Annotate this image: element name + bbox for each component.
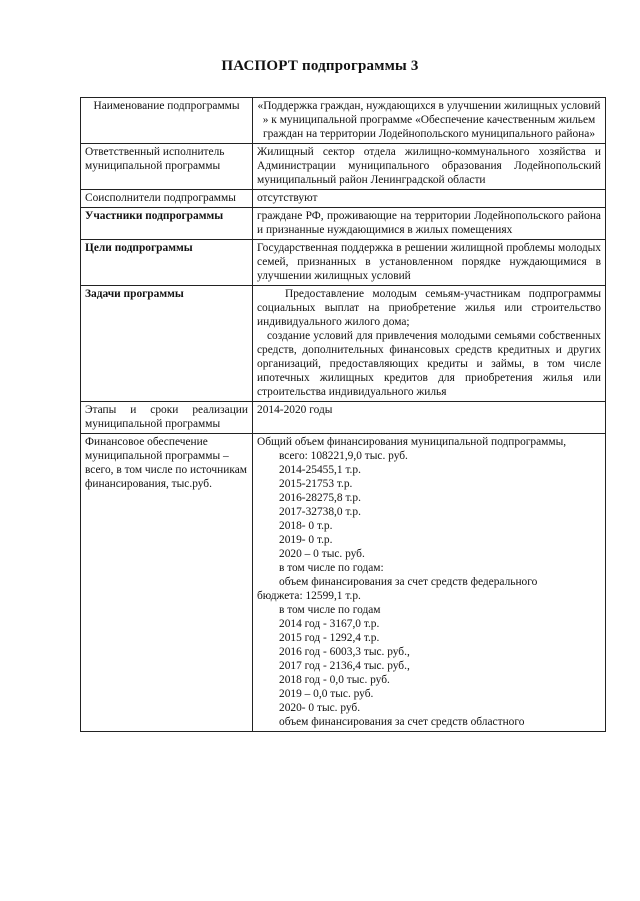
table-row [81,402,606,434]
financing-intro: Общий объем финансирования муниципальной подпрограммы, [257,436,567,448]
table-row [81,208,606,240]
row-value-tasks [253,286,606,402]
financing-label: Финансовое обеспечение муниципальной программы – всего, в том числе по источникам финансирования, тыс.руб. [85,436,247,490]
row-value-coexecutors: отсутствуют [253,190,606,208]
table-row [81,286,606,402]
table-row [81,240,606,286]
row-value-financing [253,434,606,732]
financing-year: 2018- 0 т.р. [279,520,333,532]
row-label-name: Наименование подпрограммы [81,98,253,144]
row-label-executor: Ответственный исполнитель муниципальной программы [81,144,253,190]
tasks-paragraph-1: Предоставление молодым семьям-участникам подпрограммы социальных выплат на приобретение жилья или строительство индивидуального жилого дома; [257,288,601,328]
federal-year: 2016 год - 6003,3 тыс. руб., [279,646,410,658]
row-value-participants: граждане РФ, проживающие на территории Лодейнопольского района и признанные нуждающимися в жилых помещениях [253,208,606,240]
federal-year: 2017 год - 2136,4 тыс. руб., [279,660,410,672]
row-label-stages: Этапы и сроки реализации муниципальной программы [81,402,253,434]
passport-table [80,97,606,732]
federal-year: 2014 год - 3167,0 т.р. [279,618,380,630]
row-value-name: «Поддержка граждан, нуждающихся в улучшении жилищных условий » к муниципальной программе «Обеспечение качественным жильем граждан на территории Лодейнопольского муниципального района» [253,98,606,144]
financing-federal-line-2: бюджета: 12599,1 т.р. [257,590,361,602]
row-value-stages: 2014-2020 годы [253,402,606,434]
financing-year: 2017-32738,0 т.р. [279,506,361,518]
financing-year: 2019- 0 т.р. [279,534,333,546]
federal-year: 2018 год - 0,0 тыс. руб. [279,674,390,686]
financing-total: всего: 108221,9,0 тыс. руб. [279,450,408,462]
row-value-goals: Государственная поддержка в решении жилищной проблемы молодых семей, признанных в установленном порядке нуждающимися в улучшении жилищных условий [253,240,606,286]
table-row [81,190,606,208]
financing-year: 2020 – 0 тыс. руб. [279,548,365,560]
financing-year: 2014-25455,1 т.р. [279,464,361,476]
financing-regional-line: объем финансирования за счет средств областного [279,716,525,728]
federal-year: 2020- 0 тыс. руб. [279,702,361,714]
row-label-tasks: Задачи программы [81,286,253,402]
financing-incl-years: в том числе по годам: [279,562,384,574]
row-label-financing [81,434,253,732]
federal-year: 2015 год - 1292,4 т.р. [279,632,380,644]
row-label-participants: Участники подпрограммы [81,208,253,240]
financing-year: 2015-21753 т.р. [279,478,353,490]
financing-year: 2016-28275,8 т.р. [279,492,361,504]
table-row [81,434,606,732]
table-row [81,144,606,190]
federal-year: 2019 – 0,0 тыс. руб. [279,688,374,700]
row-value-executor: Жилищный сектор отдела жилищно-коммунального хозяйства и Администрации муниципального образования Лодейнопольский муниципальный район Ленинградской области [253,144,606,190]
row-label-coexecutors: Соисполнители подпрограммы [81,190,253,208]
tasks-paragraph-2: создание условий для привлечения молодыми семьями собственных средств, дополнительных финансовых средств кредитных и других организаций, предоставляющих кредиты и займы, в том числе ипотечных жилищных кредитов для приобретения жилья или строительства индивидуального жилья [257,330,601,398]
table-row [81,98,606,144]
row-label-goals: Цели подпрограммы [81,240,253,286]
page-title: ПАСПОРТ подпрограммы 3 [221,58,419,74]
financing-incl-years-2: в том числе по годам [279,604,381,616]
financing-federal-line-1: объем финансирования за счет средств федерального [279,576,538,588]
